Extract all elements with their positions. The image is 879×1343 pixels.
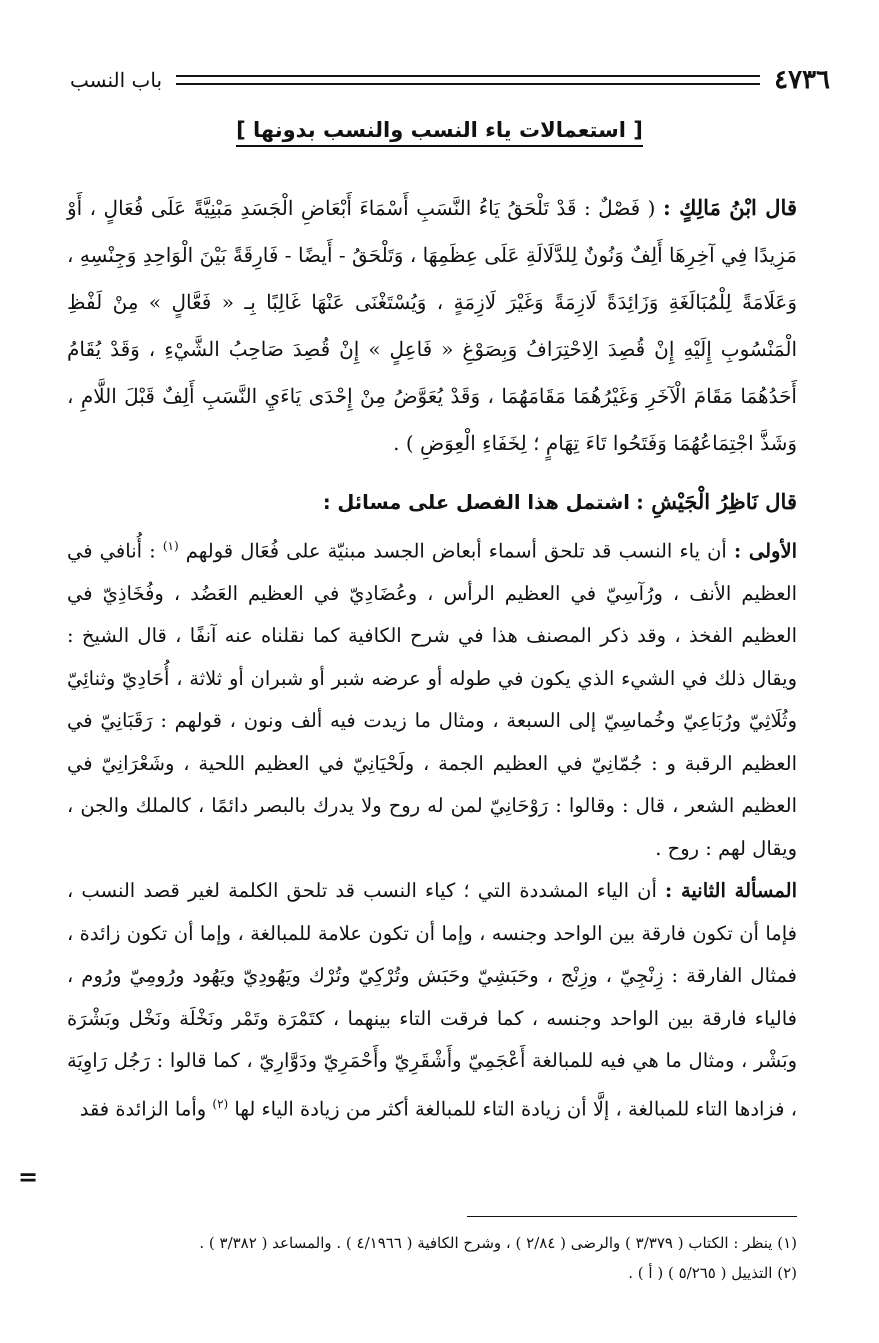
commentary-intro: اشتمل هذا الفصل على مسائل : bbox=[322, 491, 630, 514]
matn-text: ( فَصْلٌ : قَدْ تَلْحَقُ يَاءُ النَّسَبِ أَسْمَاءَ أَبْعَاضِ الْجَسَدِ مَبْنِيَّةً عَلَى فُعَالٍ ، أَوْ مَزِيدًا فِي آخِرِهَا أَلِفٌ وَنُونٌ لِلدَّلَالَةِ عَلَى عِظَمِهَا ، وَتَلْحَقُ - أَيضًا - فَارِقَةً بَيْنَ الْوَاحِدِ وَجِنْسِهِ ، وَعَلَامَةً لِلْمُبَالَغَةِ وَزَائِدَةً لَازِمَةً وَغَيْرَ لَازِمَةٍ ، وَيُسْتَغْنَى عَنْهَا غَالِبًا بِـ « فَعَّالٍ » مِنْ لَفْظِ الْمَنْسُوبِ إِلَيْهِ إِنْ قُصِدَ الِاحْتِرَافُ وَبِصَوْغِ « فَاعِلٍ » إِنْ قُصِدَ صَاحِبُ الشَّيْءِ ، وَقَدْ يُقَامُ أَحَدُهُمَا مَقَامَ الْآخَرِ وَغَيْرُهُمَا مَقَامَهُمَا ، وَقَدْ يُعَوَّضُ مِنْ إِحْدَى يَاءَيِ النَّسَبِ أَلِفٌ قَبْلَ اللَّامِ ، وَشَذَّ اجْتِمَاعُهُمَا وَفَتَحُوا تَاءَ تِهَامٍ ؛ لِخَفَاءِ الْعِوَضِ ) . bbox=[67, 196, 797, 455]
matn-speaker: قال ابْنُ مَالِكٍ : bbox=[662, 195, 797, 220]
matn-paragraph bbox=[67, 184, 797, 467]
footnote-2: (٢) التذييل ( ٥/٢٦٥ ) ( أ ) . bbox=[628, 1264, 797, 1282]
issue-two-text-rest: وأما الزائدة فقد bbox=[79, 1097, 207, 1120]
section-heading bbox=[0, 118, 879, 142]
commentary-speaker: قال نَاظِرُ الْجَيْشِ : bbox=[636, 489, 797, 514]
commentary-intro-paragraph bbox=[67, 481, 797, 525]
header-rule bbox=[176, 75, 760, 85]
issue-one-label: الأولى : bbox=[733, 539, 797, 562]
issue-one-text-start: أن ياء النسب قد تلحق أسماء أبعاض الجسد مبنيّة على فُعَال قولهم bbox=[185, 539, 727, 562]
body-text bbox=[67, 184, 797, 1131]
footnote-ref-1[interactable]: (١) bbox=[162, 538, 179, 553]
page-header bbox=[70, 62, 830, 98]
issue-two-label: المسألة الثانية : bbox=[665, 879, 797, 902]
issue-two-text-start: أن الياء المشددة التي ؛ كياء النسب قد تلحق الكلمة لغير قصد النسب ، فإما أن تكون فارقة بين الواحد وجنسه ، وإما أن تكون علامة للمبالغة ، وإما أن تكون زائدة ، فمثال الفارقة : زِنْجِيّ ، وزِنْج ، وحَبَشِيّ وحَبَش وتُرْكِيّ وتُرْك ويَهُودِيّ ويَهُود ورُومِيّ ورُوم ، فالياء فارقة بين الواحد وجنسه ، كما فرقت التاء بينهما ، كتَمْرَة وتَمْر ونَخْلَة ونَخْل وبَشْرَة وبَشْر ، ومثال ما هي فيه للمبالغة أَعْجَمِيّ وأَشْقَرِيّ وأَحْمَرِيّ ودَوَّارِيّ ، كما قالوا : رَجُل رَاوِيَة ، فزادها التاء للمبالغة ، إلَّا أن زيادة التاء للمبالغة أكثر من زيادة الياء لها bbox=[67, 879, 797, 1120]
chapter-title: باب النسب bbox=[70, 68, 163, 92]
footnote-1: (١) ينظر : الكتاب ( ٣/٣٧٩ ) والرضى ( ٢/٨٤ ) ، وشرح الكافية ( ٤/١٩٦٦ ) . والمساعد ( ٣/٣٨٢ ) . bbox=[199, 1234, 797, 1252]
footnote-ref-2[interactable]: (٢) bbox=[212, 1096, 229, 1111]
continuation-mark: = bbox=[18, 1162, 39, 1191]
issue-one-text-rest: : أُنافي في العظيم الأنف ، ورُآسِيّ في العظيم الرأس ، وعُضَادِيّ في العظيم العَضُد ، وفُخَاذِيّ في العظيم الفخذ ، وقد ذكر المصنف هذا في شرح الكافية كما نقلناه عنه آنفًا ، قال الشيخ : ويقال ذلك في الشيء الذي يكون في طوله أو عرضه شبر أو شبران أو ثلاثة ، أُحَادِيّ وثنائِيّ وثُلَاثِيّ ورُبَاعِيّ وخُماسِيّ إلى السبعة ، ومثال ما زيدت فيه ألف ونون ، قولهم : رَقَبَانِيّ في العظيم الرقبة و : جُمّانِيّ في العظيم الجمة ، ولَحْيَانِيّ في العظيم اللحية ، وشَعْرَانِيّ في العظيم الشعر ، قال : وقالوا : رَوْحَانِيّ لمن له روح ولا يدرك بالبصر دائمًا ، كالملك والجن ، ويقال لهم : روح . bbox=[67, 539, 797, 860]
section-heading-text: [ استعمالات ياء النسب والنسب بدونها ] bbox=[236, 118, 643, 147]
issue-two-paragraph bbox=[67, 870, 797, 1131]
footnote-separator bbox=[467, 1216, 797, 1217]
issue-one-paragraph bbox=[67, 525, 797, 871]
page-number: ٤٧٣٦ bbox=[774, 65, 830, 95]
footnotes bbox=[77, 1228, 797, 1288]
